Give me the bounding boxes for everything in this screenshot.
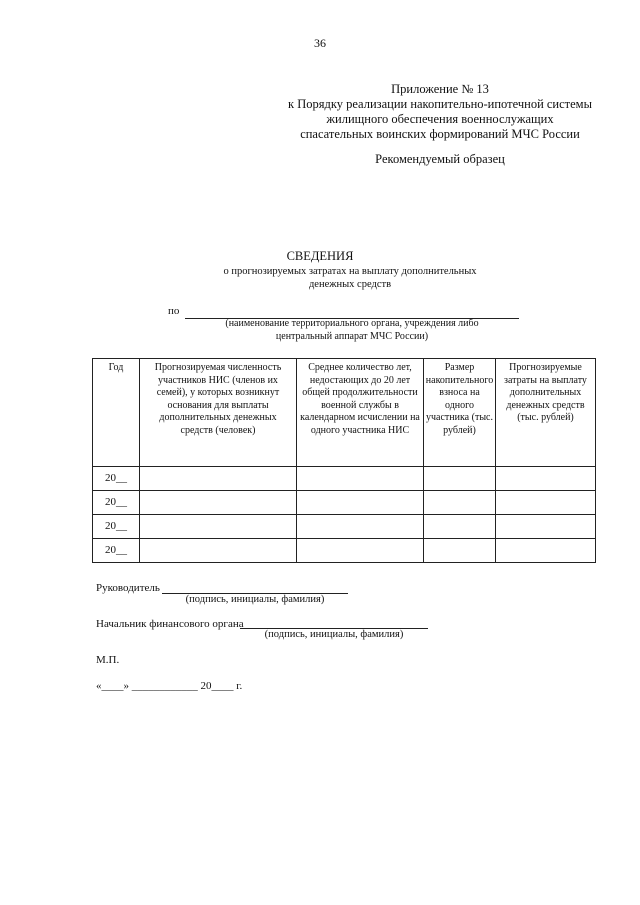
appendix-line-1: Приложение № 13 [391,82,489,96]
contribution-cell[interactable] [424,515,496,539]
po-caption [185,318,519,343]
date-line: «____» ____________ 20____ г. [96,680,243,692]
year-cell: 20__ [93,467,140,491]
po-caption-line-1: (наименование территориального органа, учреждения либо [225,318,479,329]
years-missing-cell[interactable] [297,491,424,515]
stamp-label: М.П. [96,654,120,666]
head-label: Руководитель [96,582,160,594]
costs-cell[interactable] [496,491,596,515]
form-title: СВЕДЕНИЯ [286,249,354,263]
participants-cell[interactable] [140,515,297,539]
finance-label: Начальник финансового органа [96,618,244,630]
header-year: Год [93,359,140,467]
page-number: 36 [314,36,326,50]
head-caption: (подпись, инициалы, фамилия) [185,594,325,605]
year-cell: 20__ [93,515,140,539]
appendix-header [240,82,640,142]
years-missing-cell[interactable] [297,515,424,539]
table-row [93,515,596,539]
appendix-line-3: жилищного обеспечения военнослужащих [326,112,554,126]
table-header-row [93,359,596,467]
costs-cell[interactable] [496,515,596,539]
participants-cell[interactable] [140,491,297,515]
appendix-line-4: спасательных воинских формирований МЧС России [300,127,580,141]
table-row [93,491,596,515]
header-participants: Прогнозируемая численность участников НИС (членов их семей), у которых возникнут основания для выплаты дополнительных денежных средств (человек) [140,359,297,467]
header-years-missing: Среднее количество лет, недостающих до 20 лет общей продолжительности военной службы в календарном исчислении на одного участника НИС [297,359,424,467]
year-cell: 20__ [93,539,140,563]
sample-label: Рекомендуемый образец [375,152,505,166]
po-caption-line-2: центральный аппарат МЧС России) [275,330,429,342]
subtitle-line-1: о прогнозируемых затратах на выплату дополнительных [223,266,477,277]
form-subtitle [180,266,520,291]
years-missing-cell[interactable] [297,467,424,491]
participants-cell[interactable] [140,467,297,491]
costs-cell[interactable] [496,467,596,491]
costs-cell[interactable] [496,539,596,563]
forecast-table [92,358,596,563]
header-costs: Прогнозируемые затраты на выплату дополнительных денежных средств (тыс. рублей) [496,359,596,467]
appendix-line-2: к Порядку реализации накопительно-ипотечной системы [288,97,592,111]
po-label: по [168,305,180,317]
contribution-cell[interactable] [424,467,496,491]
years-missing-cell[interactable] [297,539,424,563]
contribution-cell[interactable] [424,491,496,515]
contribution-cell[interactable] [424,539,496,563]
finance-caption: (подпись, инициалы, фамилия) [264,629,404,640]
subtitle-line-2: денежных средств [308,278,392,290]
participants-cell[interactable] [140,539,297,563]
year-cell: 20__ [93,491,140,515]
table-row [93,467,596,491]
header-contribution: Размер накопительного взноса на одного участника (тыс. рублей) [424,359,496,467]
table-row [93,539,596,563]
